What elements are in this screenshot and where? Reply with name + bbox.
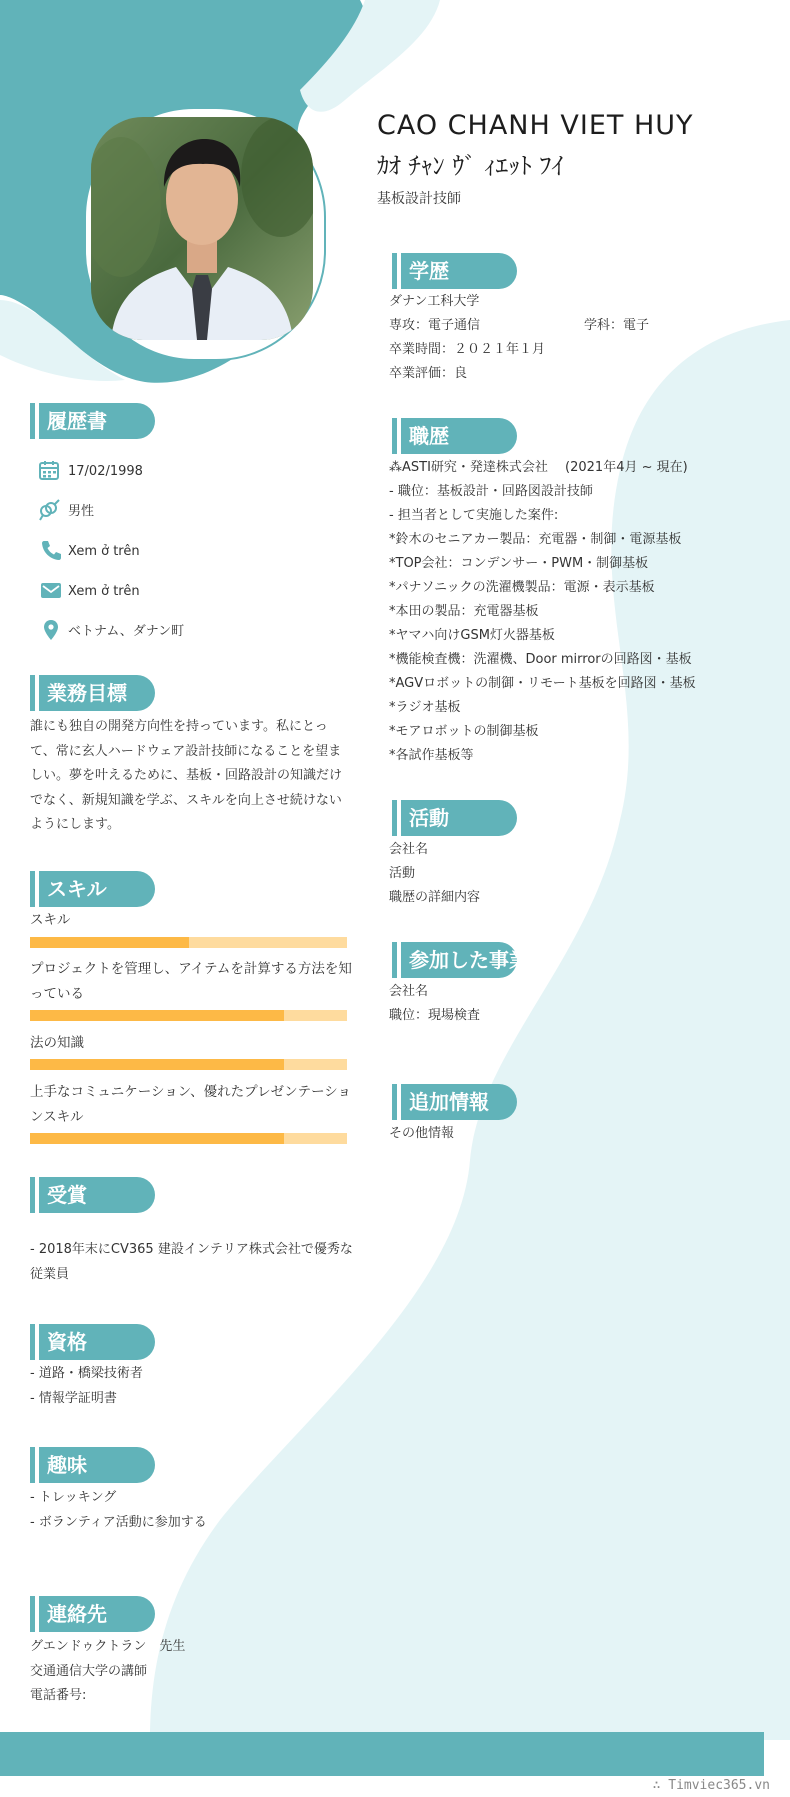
- gender-icon: [38, 499, 60, 521]
- objective-text: [30, 715, 360, 838]
- reference-line: 電話番号:: [30, 1688, 87, 1703]
- skill-label: 法の知識: [30, 1035, 84, 1051]
- reference-line: 交通通信大学の講師: [30, 1663, 148, 1679]
- birth-date: 17/02/1998: [68, 464, 143, 479]
- address-text: ベトナム、ダナン町: [68, 624, 185, 639]
- reference-line: グエンドゥクトラン 先生: [30, 1639, 186, 1654]
- hobby-item: - ボランティア活動に参加する: [30, 1514, 207, 1530]
- section-title: 趣味: [39, 1447, 155, 1483]
- calendar-icon: [38, 459, 60, 481]
- profile-photo: [91, 117, 313, 340]
- experience-line: *AGVロボットの制御・リモート基板を回路図・基板: [389, 676, 696, 691]
- phone-icon: [40, 539, 62, 561]
- certificates-list: [30, 1362, 360, 1411]
- phone-text: Xem ở trên: [68, 544, 140, 559]
- experience-line: *TOP会社：コンデンサー・PWM・制御基板: [389, 556, 649, 571]
- experience-line: *本田の製品：充電器基板: [389, 604, 539, 619]
- school-name: ダナン工科大学: [389, 294, 480, 309]
- person-name-kana: ｶｵ ﾁｬﾝ ｳﾞ ｨｴｯﾄ ﾌｲ: [377, 152, 564, 180]
- section-title: 職歴: [401, 418, 517, 454]
- objective-line: しい。夢を叶えるために、基板・回路設計の知識だけ: [30, 768, 343, 783]
- experience-line: - 担当者として実施した案件:: [389, 508, 559, 523]
- hobby-item: - トレッキング: [30, 1490, 117, 1505]
- section-title: 履歴書: [39, 403, 155, 439]
- certificate-item: - 道路・橋梁技術者: [30, 1366, 143, 1381]
- activity-line: 活動: [389, 866, 416, 881]
- objective-line: て、常に玄人ハードウェア設計技師になることを望ま: [30, 743, 342, 759]
- skill-bar: [30, 1133, 347, 1144]
- skill-label: 上手なコミュニケーション、優れたプレゼンテーショ: [30, 1084, 352, 1100]
- skill-label: スキル: [30, 912, 71, 928]
- footer-watermark[interactable]: ∴ Timviec365.vn: [652, 1778, 770, 1793]
- skill-label: プロジェクトを管理し、アイテムを計算する方法を知: [30, 961, 352, 977]
- experience-list: [389, 456, 696, 768]
- award-line: - 2018年末にCV365 建設インテリア株式会社で優秀な: [30, 1242, 353, 1257]
- reference-text: [30, 1635, 360, 1709]
- award-line: 従業員: [30, 1266, 70, 1282]
- footer-band: [0, 1732, 764, 1776]
- section-title: 追加情報: [401, 1084, 517, 1120]
- projects-list: [389, 980, 480, 1028]
- skill-label: ンスキル: [30, 1109, 84, 1125]
- project-line: 会社名: [389, 984, 429, 999]
- certificate-item: - 情報学証明書: [30, 1390, 117, 1406]
- section-title: 活動: [401, 800, 517, 836]
- objective-line: でなく、新規知識を学ぶ、スキルを向上させ続けない: [30, 792, 342, 808]
- experience-line: *機能検査機：洗濯機、Door mirrorの回路図・基板: [389, 652, 692, 667]
- activity-line: 会社名: [389, 842, 429, 857]
- job-title: 基板設計技師: [377, 191, 461, 207]
- major: 専攻：電子通信: [389, 318, 481, 333]
- person-name: CAO CHANH VIET HUY: [377, 110, 694, 141]
- experience-line: *ヤマハ向けGSM灯火器基板: [389, 628, 555, 643]
- objective-line: ようにします。: [30, 817, 120, 832]
- gender: 男性: [68, 504, 95, 519]
- section-title: スキル: [39, 871, 155, 907]
- awards-text: [30, 1238, 360, 1287]
- skill-bar: [30, 937, 347, 948]
- section-title: 受賞: [39, 1177, 155, 1213]
- experience-line: *ラジオ基板: [389, 700, 461, 715]
- skill-bar: [30, 1059, 347, 1070]
- email-text: Xem ở trên: [68, 584, 140, 599]
- section-title: 業務目標: [39, 675, 155, 711]
- experience-line: *パナソニックの洗濯機製品：電源・表示基板: [389, 580, 655, 595]
- hobbies-list: [30, 1486, 360, 1535]
- graduation-grade: 卒業評価：良: [389, 366, 468, 381]
- skill-label: っている: [30, 986, 84, 1002]
- skill-bar: [30, 1010, 347, 1021]
- graduation-time: 卒業時間：２０２１年１月: [389, 342, 546, 357]
- experience-line: - 職位：基板設計・回路図設計技師: [389, 484, 593, 499]
- experience-line: *各試作基板等: [389, 748, 474, 763]
- objective-line: 誰にも独自の開発方向性を持っています。私にとっ: [30, 719, 328, 734]
- location-icon: [40, 619, 62, 641]
- section-title: 学歴: [401, 253, 517, 289]
- section-title: 資格: [39, 1324, 155, 1360]
- activity-line: 職歴の詳細内容: [389, 890, 481, 905]
- activities-list: [389, 838, 480, 910]
- experience-line: *鈴木のセニアカー製品：充電器・制御・電源基板: [389, 532, 682, 547]
- experience-line: *モアロボットの制御基板: [389, 724, 539, 739]
- additional-info: その他情報: [389, 1126, 455, 1141]
- section-title: 参加した事業: [401, 942, 517, 978]
- section-title: 連絡先: [39, 1596, 155, 1632]
- project-line: 職位：現場検査: [389, 1008, 481, 1023]
- email-icon: [40, 579, 62, 601]
- department: 学科：電子: [584, 318, 650, 333]
- experience-line: ⁂ASTI研究・発達株式会社 (2021年4月 ~ 現在): [389, 460, 688, 475]
